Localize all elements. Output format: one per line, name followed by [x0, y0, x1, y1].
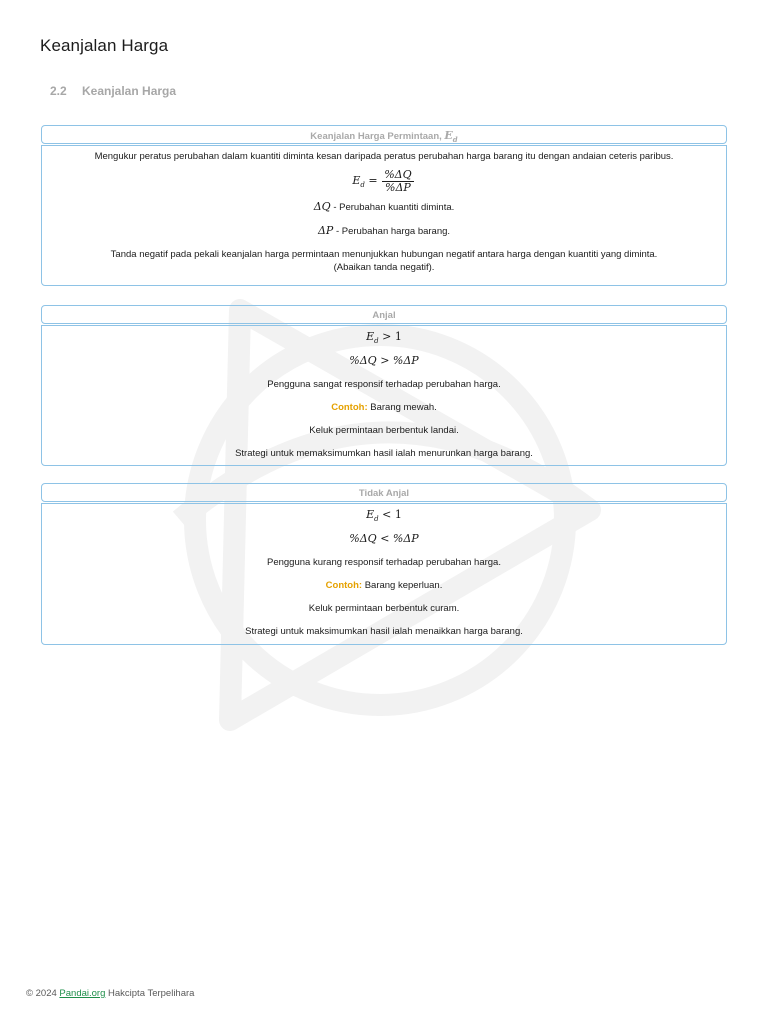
section-number: 2.2 [50, 84, 67, 98]
inelastic-percentage-relation: %ΔQ < %ΔP [349, 532, 419, 546]
dq-definition: ΔQ - Perubahan kuantiti diminta. [313, 200, 455, 213]
definition-box [41, 125, 727, 286]
definition-box-title: Keanjalan Harga Permintaan, [310, 131, 445, 142]
inelastic-condition: $E_d < 1$ [366, 508, 402, 524]
inelastic-box-body [41, 503, 727, 645]
negative-sign-note: Tanda negatif pada pekali keanjalan harga permintaan menunjukkan hubungan negatif antara harga dengan kuantiti yang diminta. (Abaikan tanda negatif). [110, 249, 658, 273]
copyright-text: © 2024 [26, 988, 60, 999]
definition-box-header [41, 125, 727, 144]
inelastic-curve-shape: Keluk permintaan berbentuk curam. [308, 603, 460, 615]
inelastic-box [41, 483, 727, 645]
section-title: Keanjalan Harga [82, 84, 177, 98]
elastic-example: Contoh: Barang mewah. [331, 402, 437, 414]
formula-fraction: $\frac{\%\Delta Q}{\%\Delta P}$ [384, 168, 412, 194]
footer [26, 988, 194, 999]
page-title: Keanjalan Harga [40, 36, 169, 55]
inelastic-example: Contoh: Barang keperluan. [325, 580, 443, 592]
elastic-strategy: Strategi untuk memaksimumkan hasil ialah menurunkan harga barang. [235, 448, 533, 460]
elastic-box-body [41, 325, 727, 466]
elasticity-formula: $E_d$ = $\frac{\%\Delta Q}{\%\Delta P}$ [352, 168, 412, 194]
elasticity-symbol: $E_d$ [444, 129, 458, 145]
inelastic-responsiveness: Pengguna kurang responsif terhadap perubahan harga. [267, 557, 501, 569]
pandai-link[interactable]: Pandai.org [59, 988, 106, 999]
elastic-responsiveness: Pengguna sangat responsif terhadap perubahan harga. [267, 379, 501, 391]
elastic-box [41, 305, 727, 466]
elastic-percentage-relation: %ΔQ > %ΔP [349, 354, 419, 368]
definition-box-body [41, 145, 727, 286]
rights-text: Hakcipta Terpelihara [105, 988, 195, 999]
inelastic-box-header: Tidak Anjal [41, 483, 727, 502]
elastic-condition: $E_d > 1$ [366, 330, 402, 346]
inelastic-strategy: Strategi untuk maksimumkan hasil ialah menaikkan harga barang. [245, 626, 523, 638]
dp-definition: ΔP - Perubahan harga barang. [317, 224, 451, 237]
elastic-curve-shape: Keluk permintaan berbentuk landai. [309, 425, 459, 437]
section-heading [50, 84, 176, 98]
elastic-box-header: Anjal [41, 305, 727, 324]
definition-intro: Mengukur peratus perubahan dalam kuantiti diminta kesan daripada peratus perubahan harga barang itu dengan andaian ceteris paribus. [94, 151, 674, 162]
